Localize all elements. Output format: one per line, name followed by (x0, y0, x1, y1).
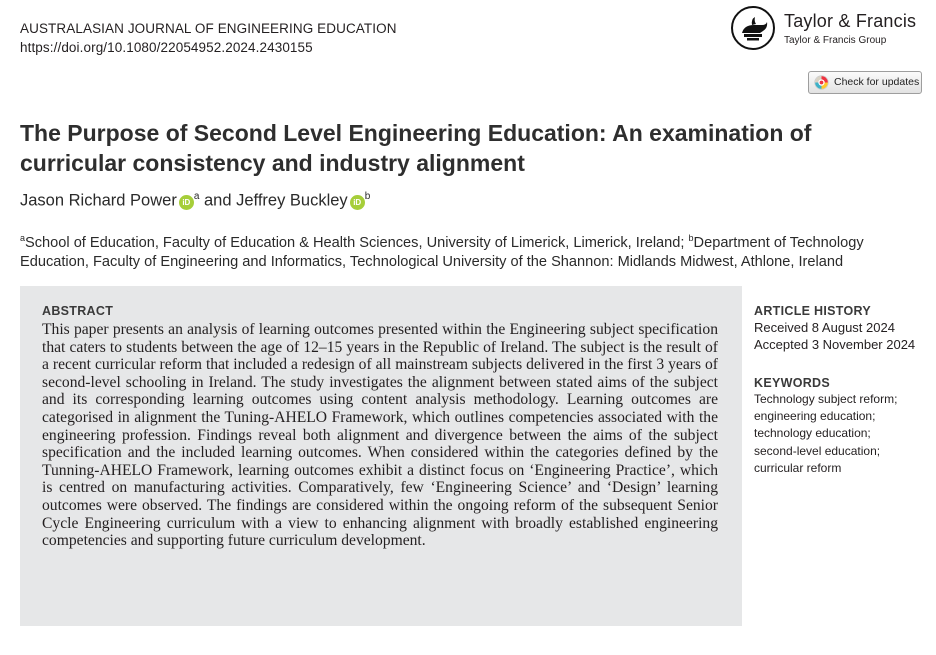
affiliation-mark: b (688, 233, 694, 243)
abstract-box (20, 286, 742, 626)
affiliations (20, 229, 920, 272)
article-title: The Purpose of Second Level Engineering Education: An examination of curricular consistency and industry alignment (20, 120, 812, 176)
check-updates-button[interactable] (808, 71, 922, 94)
author-name[interactable]: Jason Richard Power (20, 191, 177, 210)
orcid-icon[interactable]: iD (350, 195, 365, 210)
author-line (20, 191, 370, 211)
keywords-heading: KEYWORDS (754, 376, 831, 390)
author-affiliation-mark: b (364, 191, 371, 202)
affiliation-mark: a (20, 233, 26, 243)
crossmark-icon (814, 75, 829, 90)
keyword-item: curricular reform (754, 460, 842, 475)
lamp-logo-icon (730, 5, 776, 51)
keyword-item: engineering education; (754, 409, 876, 424)
check-updates-label: Check for updates (834, 76, 920, 88)
publisher-logo[interactable] (730, 5, 926, 53)
publisher-name: Taylor & Francis (784, 11, 917, 31)
abstract-heading: ABSTRACT (42, 304, 114, 318)
received-date: Received 8 August 2024 (754, 320, 895, 335)
author-joiner: and (203, 191, 232, 210)
publisher-group: Taylor & Francis Group (784, 35, 887, 46)
accepted-date: Accepted 3 November 2024 (754, 337, 916, 352)
author-affiliation-mark: a (193, 191, 200, 202)
affiliation-text: Department of Technology Education, Faculty of Engineering and Informatics, Technological University of the Shannon: Midlands Midwest, Athlone, Ireland (20, 234, 864, 270)
author-name[interactable]: Jeffrey Buckley (236, 191, 348, 210)
orcid-icon[interactable]: iD (179, 195, 194, 210)
abstract-text: This paper presents an analysis of learning outcomes presented within the Engineering subject specification that caters to students between the age of 12–15 years in the Republic of Ireland. The subject is the result of a recent curricular reform that included a redesign of all mainstream subjects delivered in the first 3 years of second-level schooling in Ireland. The study investigates the alignment between stated aims of the subject and its corresponding learning outcomes using content analysis methodology. Learning outcomes are categorised in alignment the Tuning-AHELO Framework, which outlines competencies associated with the engineering profession. Findings reveal both alignment and divergence between the aims of the subject specification and the included learning outcomes. When considered within the categories defined by the Tunning-AHELO Framework, learning outcomes exhibit a distinct focus on ‘Engineering Practice’, which is centred on manufacturing activities. Comparatively, few ‘Engineering Science’ and ‘Design’ learning outcomes were observed. The findings are considered within the ongoing reform of the subsequent Senior Cycle Engineering curriculum with a view to enhancing alignment with broadly established engineering competencies and supporting future curriculum development. (42, 321, 718, 550)
keywords-block (754, 375, 934, 477)
article-history-heading: ARTICLE HISTORY (754, 304, 872, 318)
keyword-item: Technology subject reform; (754, 392, 898, 406)
affiliation-text: School of Education, Faculty of Education & Health Sciences, University of Limerick, Limerick, Ireland; (25, 234, 689, 251)
journal-name: AUSTRALASIAN JOURNAL OF ENGINEERING EDUCATION (20, 21, 397, 36)
journal-header (20, 19, 397, 57)
keyword-item: technology education; (754, 426, 871, 441)
doi-link[interactable]: https://doi.org/10.1080/22054952.2024.2430155 (20, 40, 313, 55)
article-sidebar (754, 303, 934, 477)
keyword-item: second-level education; (754, 443, 881, 458)
